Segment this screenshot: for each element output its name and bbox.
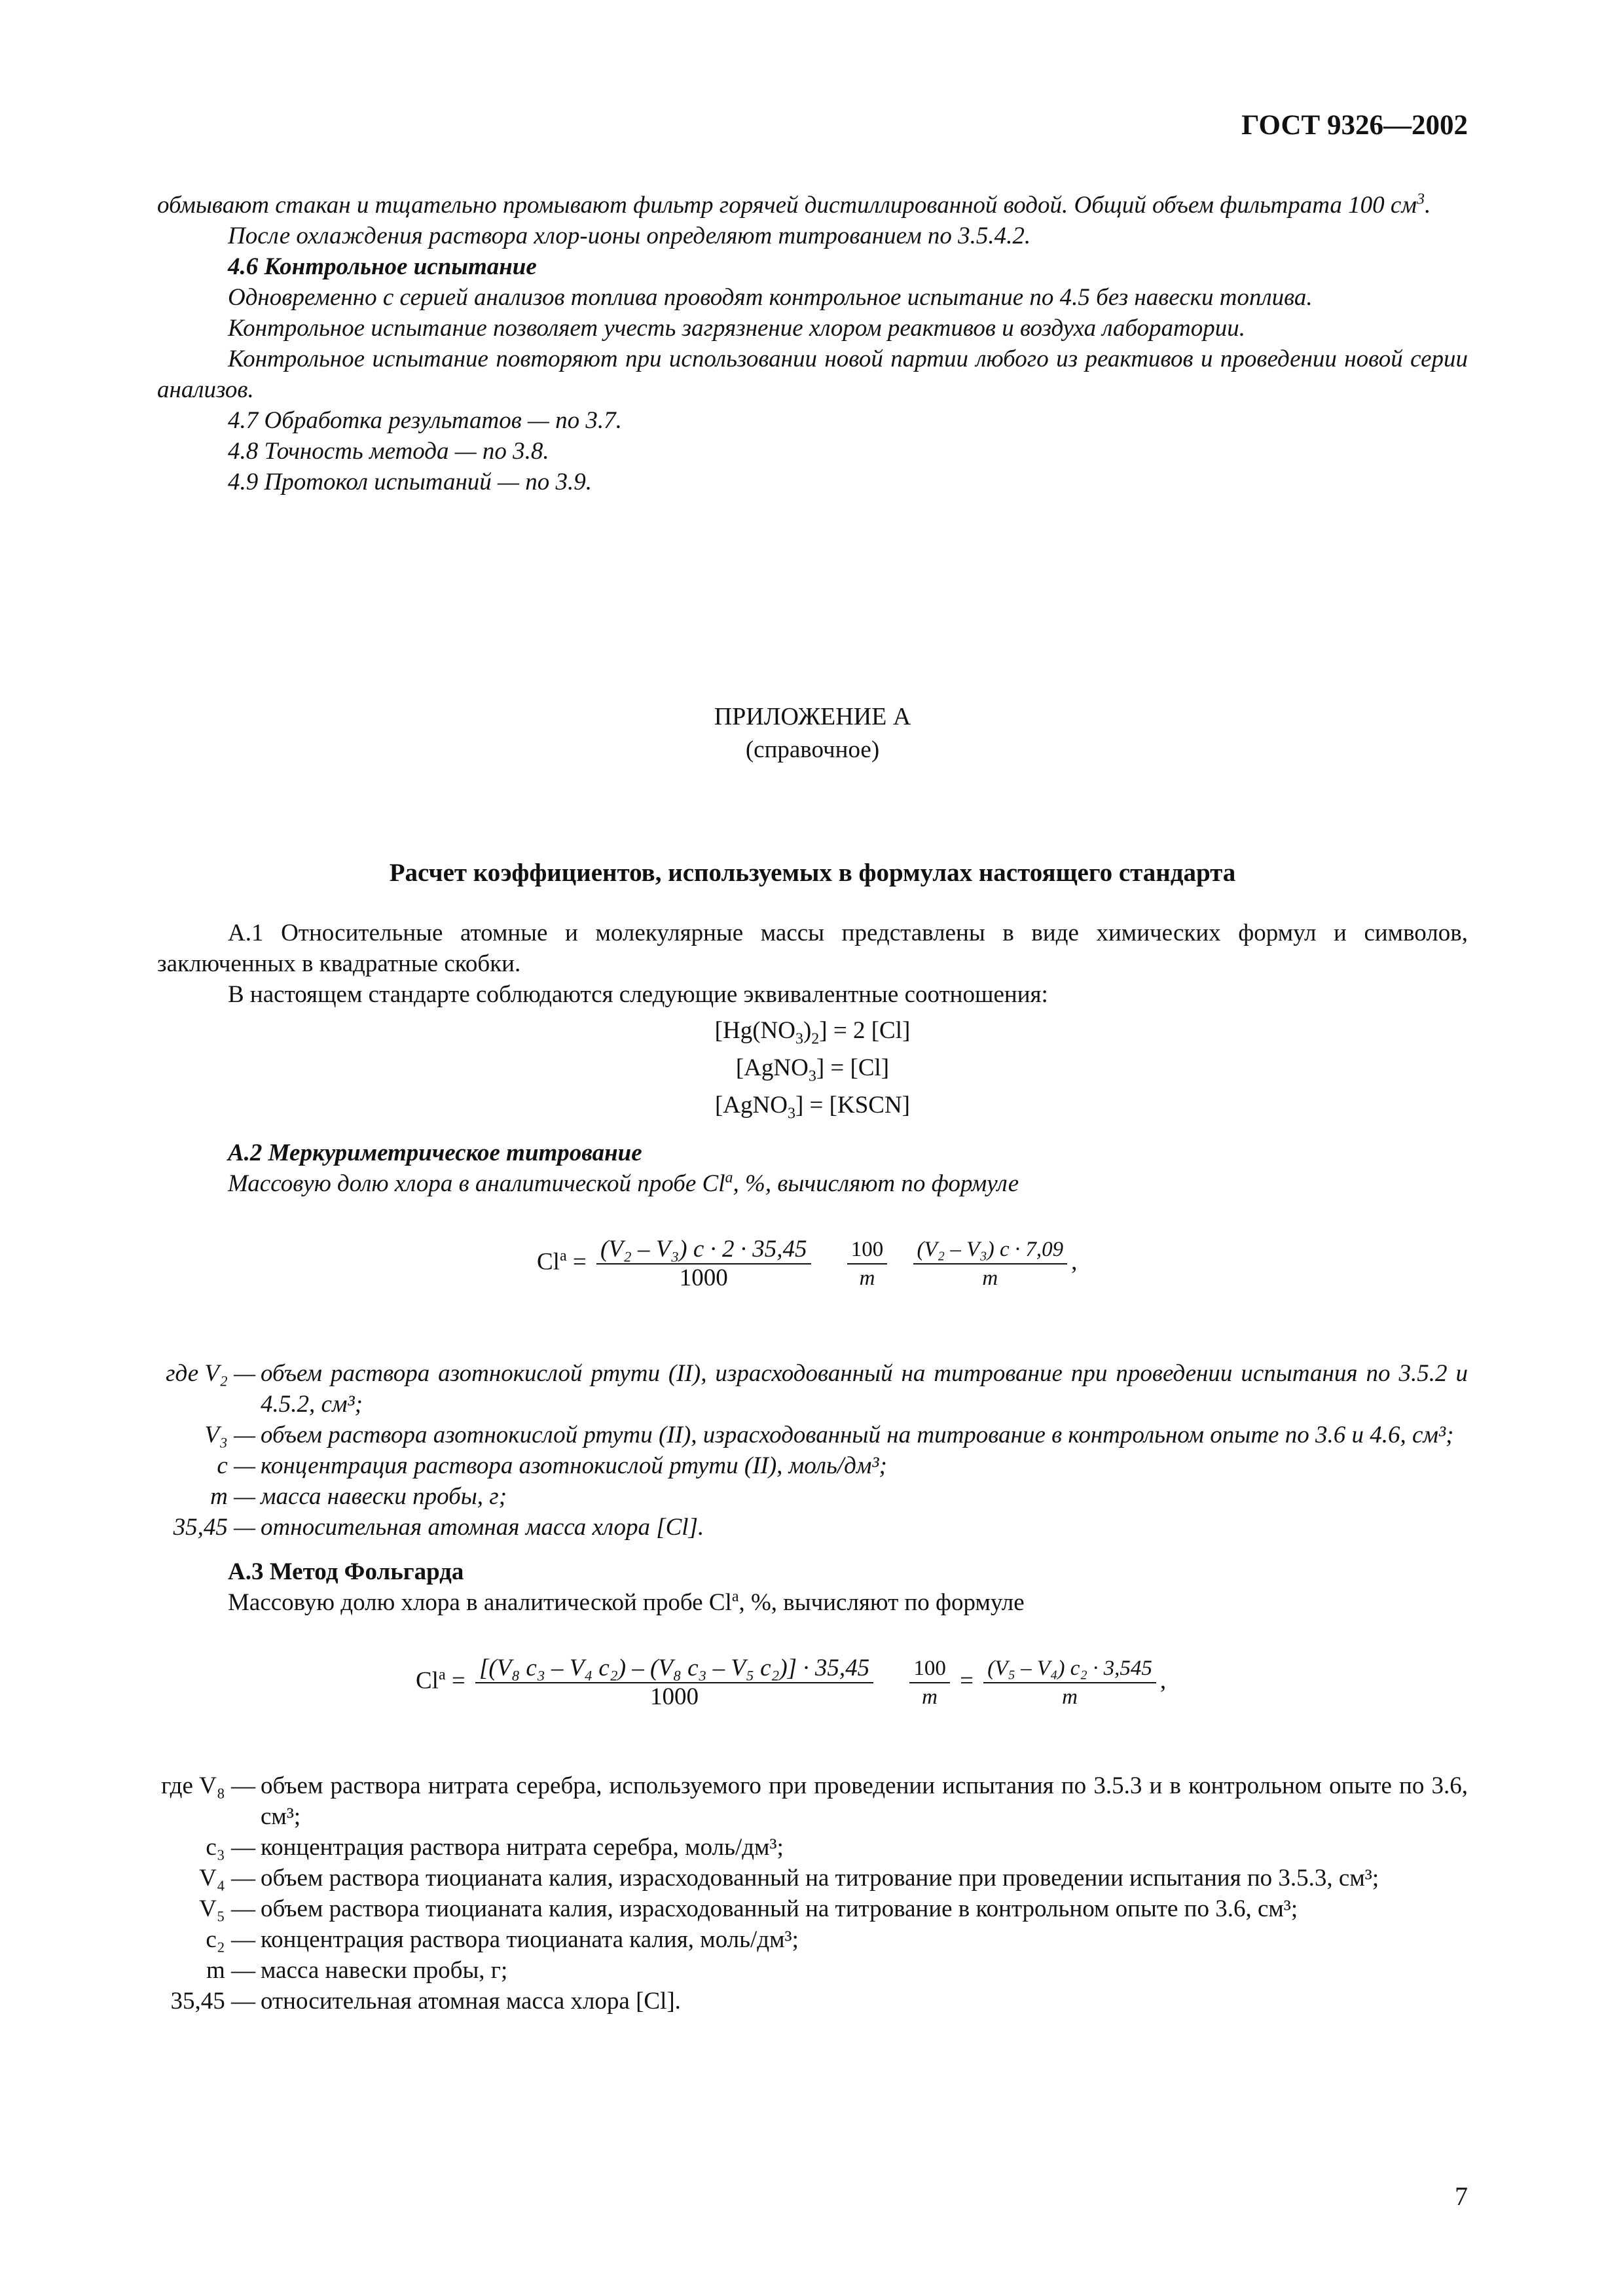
definition-symbol: 35,45 — — [170, 1988, 255, 2015]
paragraph: Массовую долю хлора в аналитической пробе $Cl^а$, %, вычисляют по формуле — [228, 1588, 1025, 1616]
section-heading-a3: А.3 Метод Фольгарда — [228, 1558, 464, 1585]
item-4-9: 4.9 Протокол испытаний — по 3.9. — [228, 469, 592, 495]
definition-item — [157, 1832, 1468, 1863]
paragraph: Контрольное испытание повторяют при использовании новой партии любого из реактивов и проведении новой серии анализов. — [157, 346, 1468, 403]
equivalence-3: [AgNO$_3$] = [KSCN] — [714, 1092, 910, 1122]
appendix-heading: Расчет коэффициентов, используемых в формулах настоящего стандарта — [389, 859, 1236, 887]
definition-symbol: где V₈ — — [161, 1772, 255, 1799]
definition-text: относительная атомная масса хлора [Cl]. — [261, 1514, 704, 1541]
definition-item — [157, 1863, 1468, 1893]
definition-item — [157, 1770, 1468, 1832]
definition-item — [157, 1420, 1468, 1450]
section-4-continuation — [157, 190, 1468, 497]
formula-a3: $Cl^а$ = $\frac{\text{[(V₈ c₃ – V₄ c₂) – (V₈ c₃ – V₅ c₂)] · 35,45}}{1000}$ $\frac{100}{m}$ = $\frac{\text{(V₅ – V₄) c₂ · 3,545}}{m}$ , — [416, 1655, 1167, 1710]
definition-text: концентрация раствора нитрата серебра, моль/дм³; — [261, 1834, 784, 1861]
definition-text: объем раствора азотнокислой ртути (II), израсходованный на титрование в контрольном опыте по 3.6 и 4.6, см³; — [261, 1422, 1454, 1448]
definition-symbol: 35,45 — — [173, 1514, 255, 1541]
definition-text: концентрация раствора тиоцианата калия, моль/дм³; — [261, 1926, 799, 1953]
definition-item — [157, 1986, 1468, 2017]
definition-item — [157, 1893, 1468, 1924]
page-number: 7 — [1455, 2181, 1468, 2211]
paragraph: обмывают стакан и тщательно промывают фильтр горячей дистиллированной водой. Общий объем фильтрата 100 $см^3$. — [157, 190, 1431, 219]
definition-symbol: m — — [206, 1957, 255, 1984]
definition-text: объем раствора тиоцианата калия, израсходованный на титрование в контрольном опыте по 3.6, см³; — [261, 1895, 1298, 1922]
definition-item — [157, 1924, 1468, 1955]
definition-item — [157, 1481, 1468, 1512]
equivalence-1: $[Hg(NO_3)_2] = 2$ [Cl] — [714, 1017, 911, 1048]
definition-symbol: V₃ — — [204, 1422, 255, 1448]
definition-text: масса навески пробы, г; — [261, 1483, 507, 1510]
definition-symbol: m — — [210, 1483, 255, 1510]
definition-symbol: V₄ — — [199, 1865, 255, 1892]
formula-a2: $Cl^а$ = $\frac{\text{(V₂ – V₃) c · 2 · 35,45}}{1000}$ $\frac{100}{m}$ $\frac{\text{(V₂ – V₃) c · 7,09}}{m}$ , — [537, 1236, 1078, 1291]
section-heading-a2: А.2 Меркуриметрическое титрование — [228, 1139, 642, 1166]
section-a3 — [157, 1556, 1468, 1618]
paragraph: В настоящем стандарте соблюдаются следующие эквивалентные соотношения: — [228, 981, 1048, 1008]
document-page — [157, 0, 1468, 2296]
definition-text: объем раствора азотнокислой ртути (II), израсходованный на титрование при проведении испытания по 3.5.2 и 4.5.2, см³; — [261, 1360, 1468, 1418]
paragraph: Одновременно с серией анализов топлива проводят контрольное испытание по 4.5 без навески топлива. — [228, 284, 1313, 311]
paragraph: А.1 Относительные атомные и молекулярные массы представлены в виде химических формул и символов, заключенных в квадратные скобки. — [157, 920, 1468, 977]
item-4-7: 4.7 Обработка результатов — по 3.7. — [228, 407, 622, 434]
definition-symbol: c — — [217, 1452, 255, 1479]
appendix-kind: (справочное) — [745, 736, 880, 763]
definition-item — [157, 1450, 1468, 1481]
definition-text: объем раствора тиоцианата калия, израсходованный на титрование при проведении испытания по 3.5.3, см³; — [261, 1865, 1379, 1892]
standard-header: ГОСТ 9326—2002 — [1241, 110, 1468, 141]
definition-item — [157, 1955, 1468, 1986]
definition-symbol: V₅ — — [199, 1895, 255, 1922]
definition-text: относительная атомная масса хлора [Cl]. — [261, 1988, 681, 2015]
where-list-a3 — [157, 1770, 1468, 2017]
paragraph: После охлаждения раствора хлор-ионы определяют титрованием по 3.5.4.2. — [228, 223, 1031, 249]
definition-symbol: c₃ — — [206, 1834, 255, 1861]
item-4-8: 4.8 Точность метода — по 3.8. — [228, 438, 549, 465]
paragraph: Контрольное испытание позволяет учесть загрязнение хлором реактивов и воздуха лаборатории. — [228, 315, 1246, 342]
definition-symbol: где V₂ — — [166, 1360, 255, 1387]
definition-item — [157, 1512, 1468, 1543]
definition-symbol: c₂ — — [206, 1926, 255, 1953]
equivalence-2: [AgNO$_3$] = [Cl] — [735, 1054, 890, 1085]
where-list-a2 — [157, 1358, 1468, 1543]
definition-text: концентрация раствора азотнокислой ртути (II), моль/дм³; — [261, 1452, 887, 1479]
definition-item — [157, 1358, 1468, 1420]
section-heading-4-6: 4.6 Контрольное испытание — [228, 253, 537, 280]
appendix-title: ПРИЛОЖЕНИЕ А — [714, 703, 911, 730]
section-a1 — [157, 918, 1468, 1121]
definition-text: объем раствора нитрата серебра, используемого при проведении испытания по 3.5.3 и в контрольном опыте по 3.6, см³; — [261, 1772, 1468, 1830]
definition-text: масса навески пробы, г; — [261, 1957, 508, 1984]
paragraph: Массовую долю хлора в аналитической пробе $Cl^а$, %, вычисляют по формуле — [228, 1169, 1019, 1197]
section-a2 — [157, 1138, 1468, 1199]
